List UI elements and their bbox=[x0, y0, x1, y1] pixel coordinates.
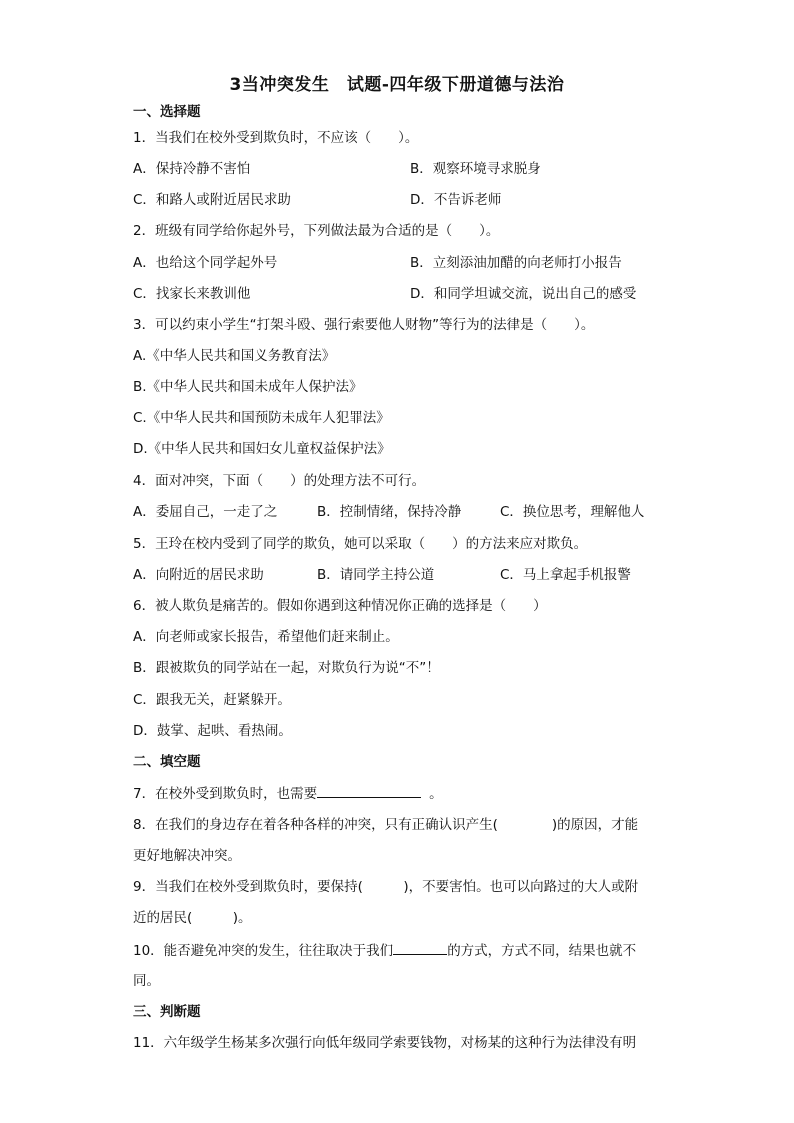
question-4-option-b: B．控制情绪，保持冷静 bbox=[317, 504, 462, 520]
question-2-option-d: D．和同学坦诚交流，说出自己的感受 bbox=[410, 286, 637, 302]
question-9-line-2: 近的居民( )。 bbox=[133, 910, 252, 926]
question-10-text: 10．能否避免冲突的发生，往往取决于我们 bbox=[133, 943, 394, 959]
question-6-option-d: D．鼓掌、起哄、看热闹。 bbox=[133, 723, 292, 739]
answer-blank bbox=[393, 940, 447, 955]
question-10-text-end: 的方式，方式不同，结果也就不 bbox=[447, 943, 637, 959]
question-5-option-a: A．向附近的居民求助 bbox=[133, 567, 264, 583]
question-3-option-c: C.《中华人民共和国预防未成年人犯罪法》 bbox=[133, 410, 390, 426]
question-2-option-b: B．立刻添油加醋的向老师打小报告 bbox=[410, 255, 622, 271]
answer-blank bbox=[317, 783, 421, 798]
question-10-line-2: 同。 bbox=[133, 973, 160, 989]
question-8-line-2: 更好地解决冲突。 bbox=[133, 848, 241, 864]
question-5-stem: 5．王玲在校内受到了同学的欺负，她可以采取（ ）的方法来应对欺负。 bbox=[133, 536, 588, 552]
question-1-option-a: A．保持冷静不害怕 bbox=[133, 161, 251, 177]
question-6-option-b: B．跟被欺负的同学站在一起，对欺负行为说“不”！ bbox=[133, 660, 440, 676]
question-1-option-d: D．不告诉老师 bbox=[410, 192, 502, 208]
question-1-option-c: C．和路人或附近居民求助 bbox=[133, 192, 291, 208]
section-heading-judgement: 三、判断题 bbox=[133, 1004, 201, 1020]
question-4-option-c: C．换位思考，理解他人 bbox=[500, 504, 645, 520]
question-2-stem: 2．班级有同学给你起外号，下列做法最为合适的是（ ）。 bbox=[133, 223, 500, 239]
question-5-option-b: B．请同学主持公道 bbox=[317, 567, 435, 583]
question-3-option-b: B.《中华人民共和国未成年人保护法》 bbox=[133, 379, 363, 395]
page-title: 3当冲突发生 试题-四年级下册道德与法治 bbox=[229, 75, 565, 95]
question-7-text: 7．在校外受到欺负时，也需要 bbox=[133, 786, 318, 802]
section-heading-choice: 一、选择题 bbox=[133, 104, 201, 120]
question-4-option-a: A．委屈自己，一走了之 bbox=[133, 504, 278, 520]
question-1-stem: 1．当我们在校外受到欺负时，不应该（ ）。 bbox=[133, 130, 419, 146]
question-10-line-1 bbox=[133, 940, 636, 961]
question-9-line-1: 9．当我们在校外受到欺负时，要保持( )，不要害怕。也可以向路过的大人或附 bbox=[133, 879, 639, 895]
question-6-stem: 6．被人欺负是痛苦的。假如你遇到这种情况你正确的选择是（ ） bbox=[133, 598, 547, 614]
question-5-option-c: C．马上拿起手机报警 bbox=[500, 567, 631, 583]
question-3-option-a: A.《中华人民共和国义务教育法》 bbox=[133, 348, 336, 364]
question-8-line-1: 8．在我们的身边存在着各种各样的冲突，只有正确认识产生( )的原因，才能 bbox=[133, 817, 639, 833]
question-2-option-c: C．找家长来教训他 bbox=[133, 286, 251, 302]
question-11-line-1: 11．六年级学生杨某多次强行向低年级同学索要钱物，对杨某的这种行为法律没有明 bbox=[133, 1035, 637, 1051]
question-7 bbox=[133, 783, 443, 804]
question-4-stem: 4．面对冲突，下面（ ）的处理方法不可行。 bbox=[133, 473, 426, 489]
question-6-option-c: C．跟我无关，赶紧躲开。 bbox=[133, 692, 291, 708]
section-heading-fill-in: 二、填空题 bbox=[133, 754, 201, 770]
question-2-option-a: A．也给这个同学起外号 bbox=[133, 255, 278, 271]
question-7-end: 。 bbox=[429, 786, 443, 802]
question-3-stem: 3．可以约束小学生“打架斗殴、强行索要他人财物”等行为的法律是（ ）。 bbox=[133, 317, 595, 333]
question-1-option-b: B．观察环境寻求脱身 bbox=[410, 161, 541, 177]
question-3-option-d: D.《中华人民共和国妇女儿童权益保护法》 bbox=[133, 441, 391, 457]
question-6-option-a: A．向老师或家长报告，希望他们赶来制止。 bbox=[133, 629, 399, 645]
